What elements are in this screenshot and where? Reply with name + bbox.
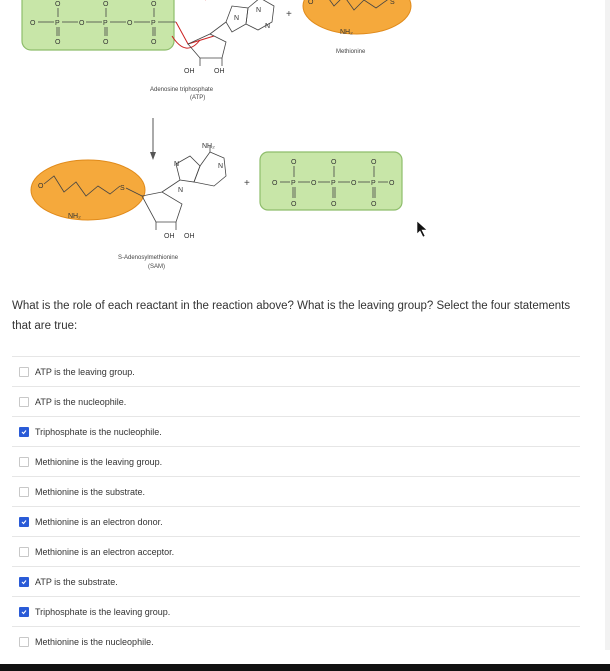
sam-nh2-top: NH₂ [202, 143, 215, 150]
svg-text:N: N [178, 187, 184, 194]
option-label: Methionine is the leaving group. [35, 457, 163, 467]
checkmark-icon [21, 519, 27, 525]
svg-text:O: O [331, 201, 337, 208]
svg-text:O: O [103, 1, 109, 8]
svg-text:P: P [55, 20, 60, 27]
checkbox[interactable] [19, 367, 29, 377]
checkbox[interactable] [19, 577, 29, 587]
checkbox[interactable] [19, 487, 29, 497]
svg-text:O: O [272, 180, 278, 187]
checkmark-icon [21, 429, 27, 435]
svg-text:O: O [308, 0, 314, 6]
atp-oh-2: OH [214, 68, 225, 75]
atp-phosphate-group [22, 0, 176, 50]
svg-text:N: N [256, 7, 262, 14]
option-10[interactable] [12, 626, 580, 657]
sam-nh2-left: NH₂ [68, 213, 81, 220]
option-label: ATP is the nucleophile. [35, 397, 127, 407]
svg-text:O: O [351, 180, 357, 187]
option-label: Methionine is the nucleophile. [35, 637, 154, 647]
reaction-arrow [150, 118, 156, 160]
svg-text:O: O [311, 180, 317, 187]
mouse-cursor-icon [417, 221, 427, 237]
triphosphate-product [260, 152, 402, 210]
svg-text:S: S [390, 0, 395, 6]
sam-abbrev: (SAM) [148, 264, 165, 270]
svg-text:O: O [55, 1, 61, 8]
svg-text:O: O [151, 39, 157, 46]
option-4[interactable] [12, 446, 580, 477]
checkbox[interactable] [19, 397, 29, 407]
svg-text:N: N [234, 15, 240, 22]
option-label: ATP is the leaving group. [35, 367, 135, 377]
svg-text:S: S [120, 185, 125, 192]
checkbox[interactable] [19, 517, 29, 527]
svg-text:P: P [331, 180, 336, 187]
sam-oh-1: OH [164, 233, 175, 240]
plus-sign-top: + [286, 9, 292, 20]
option-label: Triphosphate is the leaving group. [35, 607, 171, 617]
option-9[interactable] [12, 596, 580, 627]
svg-text:O: O [38, 183, 44, 190]
methionine-label: Methionine [336, 49, 366, 55]
sam-oh-2: OH [184, 233, 195, 240]
checkbox[interactable] [19, 427, 29, 437]
option-label: Methionine is the substrate. [35, 487, 146, 497]
checkbox[interactable] [19, 547, 29, 557]
checkmark-icon [21, 579, 27, 585]
bottom-bar [0, 664, 610, 671]
sam-caption: S-Adenosylmethionine [118, 255, 179, 261]
svg-text:O: O [79, 20, 85, 27]
methionine-nh2: NH₂ [340, 29, 353, 36]
option-1[interactable] [12, 356, 580, 387]
option-7[interactable] [12, 536, 580, 567]
svg-text:O: O [55, 39, 61, 46]
reaction-figure [0, 0, 610, 290]
svg-text:O: O [291, 159, 297, 166]
svg-text:O: O [127, 20, 133, 27]
option-label: Methionine is an electron donor. [35, 517, 163, 527]
atp-abbrev: (ATP) [190, 95, 206, 101]
svg-text:P: P [103, 20, 108, 27]
option-8[interactable] [12, 566, 580, 597]
option-label: Methionine is an electron acceptor. [35, 547, 175, 557]
option-label: Triphosphate is the nucleophile. [35, 427, 162, 437]
svg-text:O: O [30, 20, 36, 27]
option-label: ATP is the substrate. [35, 577, 118, 587]
svg-text:P: P [151, 20, 156, 27]
checkbox[interactable] [19, 607, 29, 617]
svg-text:O: O [103, 39, 109, 46]
option-5[interactable] [12, 476, 580, 507]
svg-text:N: N [174, 161, 180, 168]
option-3[interactable] [12, 416, 580, 447]
option-6[interactable] [12, 506, 580, 537]
question-text: What is the role of each reactant in the reaction above? What is the leaving group? Select the four statements that are true: [12, 300, 571, 332]
methionine-molecule [303, 0, 411, 34]
atp-caption: Adenosine triphosphate [150, 87, 214, 93]
svg-text:O: O [291, 201, 297, 208]
svg-text:P: P [291, 180, 296, 187]
option-2[interactable] [12, 386, 580, 417]
svg-text:O: O [371, 159, 377, 166]
svg-text:O: O [151, 1, 157, 8]
svg-text:P: P [371, 180, 376, 187]
svg-text:N: N [265, 23, 271, 30]
plus-sign-bottom: + [244, 178, 250, 189]
checkmark-icon [21, 609, 27, 615]
sam-methionine-part [31, 160, 145, 220]
scrollbar[interactable] [605, 0, 610, 650]
checkbox[interactable] [19, 637, 29, 647]
svg-text:N: N [218, 163, 224, 170]
svg-text:O: O [371, 201, 377, 208]
checkbox[interactable] [19, 457, 29, 467]
atp-oh-1: OH [184, 68, 195, 75]
svg-text:O: O [331, 159, 337, 166]
svg-text:O: O [389, 180, 395, 187]
